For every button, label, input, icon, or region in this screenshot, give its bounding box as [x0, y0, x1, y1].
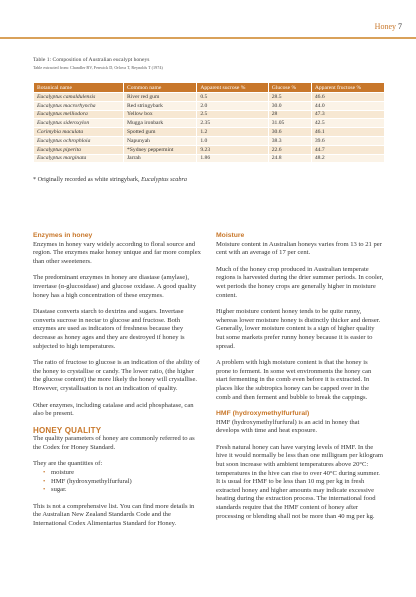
running-header — [375, 22, 402, 31]
right-column — [216, 232, 384, 529]
table-cell: Eucalyptus marginata — [34, 154, 124, 163]
table-caption: Table 1: Composition of Australian eucalypt honeys — [33, 57, 150, 63]
table-cell: 44.0 — [311, 101, 384, 110]
table-cell: 2.35 — [197, 119, 268, 128]
paragraph: Higher moisture content honey tends to be quite runny, whereas lower moisture honey is distinctly thicker and denser. Generally, lower moisture content is a sign of higher quality but some markets prefer runny honey because it is easier to spread. — [216, 308, 381, 350]
col-header: Common name — [123, 83, 196, 93]
page-number: 7 — [398, 22, 402, 31]
col-header: Botanical name — [34, 83, 124, 93]
paragraph: Much of the honey crop produced in Australian temperate regions is harvested during the drier summer periods. In cooler, wet periods the honey crops are generally higher in moisture content. — [216, 265, 384, 299]
table-row — [34, 101, 385, 110]
paragraph: A problem with high moisture content is that the honey is prone to ferment. In some wet environments the honey can start fermenting in the comb even before it is extracted. In places like the subtropics honey can be capped over in the comb and then ferment and bubble to break the cappings. — [216, 359, 372, 401]
table-cell: Eucalyptus macrorhyncha — [34, 101, 124, 110]
table-body — [34, 93, 385, 163]
list-item: • sugar. — [43, 486, 201, 495]
table-cell: 1.86 — [197, 154, 268, 163]
table-row — [34, 93, 385, 102]
paragraph: HMF (hydroxymethylfurfural) is an acid in honey that develops with time and heat exposure. — [216, 418, 360, 435]
header-rule — [0, 37, 416, 39]
moisture-heading: Moisture — [216, 232, 245, 239]
table-cell: Yellow box — [123, 110, 196, 119]
paragraph: Moisture content in Australian honeys varies from 13 to 21 per cent with an average of 17 per cent. — [216, 240, 382, 257]
paragraph: Fresh natural honey can have varying levels of HMF. In the hive it would normally be less than one milligram per kilogram but soon increase with ambient temperatures above 20°C: temperatures in the hive can rise to over 40°C during summer. It is usual for HMF to be less than 10 mg per kg in fresh extracted honey and higher amounts may indicate excessive heating during the extraction process. The international food standards require that the HMF content of honey after processing or blending shall not be more than 40 mg per kg. — [216, 443, 384, 520]
table-cell: 39.6 — [311, 136, 384, 145]
table-row — [34, 128, 385, 137]
table-cell: Corimybia maculata — [34, 128, 124, 137]
paragraph: Other enzymes, including catalase and acid phosphatase, can also be present. — [33, 401, 194, 418]
table-cell: 46.1 — [311, 128, 384, 137]
col-header: Glucose % — [268, 83, 311, 93]
table-cell: 46.6 — [311, 93, 384, 102]
table-cell: 1.0 — [197, 136, 268, 145]
table-cell: 2.5 — [197, 110, 268, 119]
list-item: • HMF (hydroxymethylfurfural) — [43, 478, 201, 487]
composition-table — [33, 82, 385, 163]
table-cell: *Sydney peppermint — [123, 145, 196, 154]
table-cell: 0.5 — [197, 93, 268, 102]
paragraph: This is not a comprehensive list. You can find more details in the Australian New Zealand Standards Code and the International Codex Alimentarius Standard for Honey. — [33, 502, 195, 528]
table-cell: 30.6 — [268, 128, 311, 137]
table-cell: 38.3 — [268, 136, 311, 145]
table-cell: 48.2 — [311, 154, 384, 163]
table-cell: 22.6 — [268, 145, 311, 154]
paragraph: Enzymes in honey vary widely according to floral source and region. The enzymes make honey unique and far more complex than other sweeteners. — [33, 240, 201, 265]
list-item: • moisture — [43, 469, 201, 478]
table-cell: Eucalyptus camaldulensis — [34, 93, 124, 102]
table-row — [34, 119, 385, 128]
table-source: Table extracted from: Chandler BV, Fenwick D, Orlova T, Reynolds T (1974) — [33, 65, 163, 70]
table-cell: 30.0 — [268, 101, 311, 110]
paragraph: The quality parameters of honey are commonly referred to as the Codex for Honey Standard. — [33, 435, 195, 451]
table-footnote — [33, 176, 187, 183]
col-header: Apparent sucrose % — [197, 83, 268, 93]
left-column — [33, 232, 201, 537]
table-row — [34, 110, 385, 119]
table-cell: 28.5 — [268, 93, 311, 102]
table-cell: Jarrah — [123, 154, 196, 163]
table-header-row — [34, 83, 385, 93]
col-header: Apparent fructose % — [311, 83, 384, 93]
table-row — [34, 154, 385, 163]
table-cell: Mugga ironbark — [123, 119, 196, 128]
footnote-species: Eucalyptus scabra — [141, 176, 187, 183]
table-row — [34, 145, 385, 154]
footnote-text: * Originally recorded as white stringybark, — [33, 176, 142, 183]
quality-list — [33, 469, 201, 495]
quality-heading: HONEY QUALITY — [33, 425, 102, 435]
table-cell: 28 — [268, 110, 311, 119]
table-cell: 24.8 — [268, 154, 311, 163]
table-cell: 1.2 — [197, 128, 268, 137]
table-cell: Eucalyptus melliodora — [34, 110, 124, 119]
table-row — [34, 136, 385, 145]
paragraph: The predominant enzymes in honey are diastase (amylase), invertase (α-glucosidase) and glucose oxidase. A good quality honey has a high concentration of these enzymes. — [33, 274, 197, 299]
table-cell: 44.7 — [311, 145, 384, 154]
table-cell: 9.23 — [197, 145, 268, 154]
header-section: Honey — [374, 22, 396, 31]
paragraph: The ratio of fructose to glucose is an indication of the ability of the honey to crystallise or candy. The lower ratio, (the higher the glucose content) the more likely the honey will crystallise. However, crystallisation is not an indication of quality. — [33, 359, 200, 392]
table-cell: Eucalyptus sideroxylon — [34, 119, 124, 128]
table-cell: Eucalyptus ochrophloia — [34, 136, 124, 145]
table-cell: Red stringybark — [123, 101, 196, 110]
table-cell: River red gum — [123, 93, 196, 102]
table-cell: 47.3 — [311, 110, 384, 119]
table-cell: 42.5 — [311, 119, 384, 128]
enzymes-heading: Enzymes in honey — [33, 232, 93, 239]
table-cell: 31.05 — [268, 119, 311, 128]
table-cell: 2.0 — [197, 101, 268, 110]
table-cell: Spotted gum — [123, 128, 196, 137]
table-cell: Eucalyptus piperita — [34, 145, 124, 154]
hmf-heading: HMF (hydroxymethylfurfural) — [216, 410, 310, 418]
paragraph: Diastase converts starch to dextrins and sugars. Invertase converts sucrose in nectar to glucose and fructose. Both enzymes are used as indicators of freshness because they decrease as honey ages and they are destroyed if honey is subjected to high temperatures. — [33, 308, 185, 350]
list-intro: They are the quantities of: — [33, 460, 103, 468]
table-cell: Napunyah — [123, 136, 196, 145]
